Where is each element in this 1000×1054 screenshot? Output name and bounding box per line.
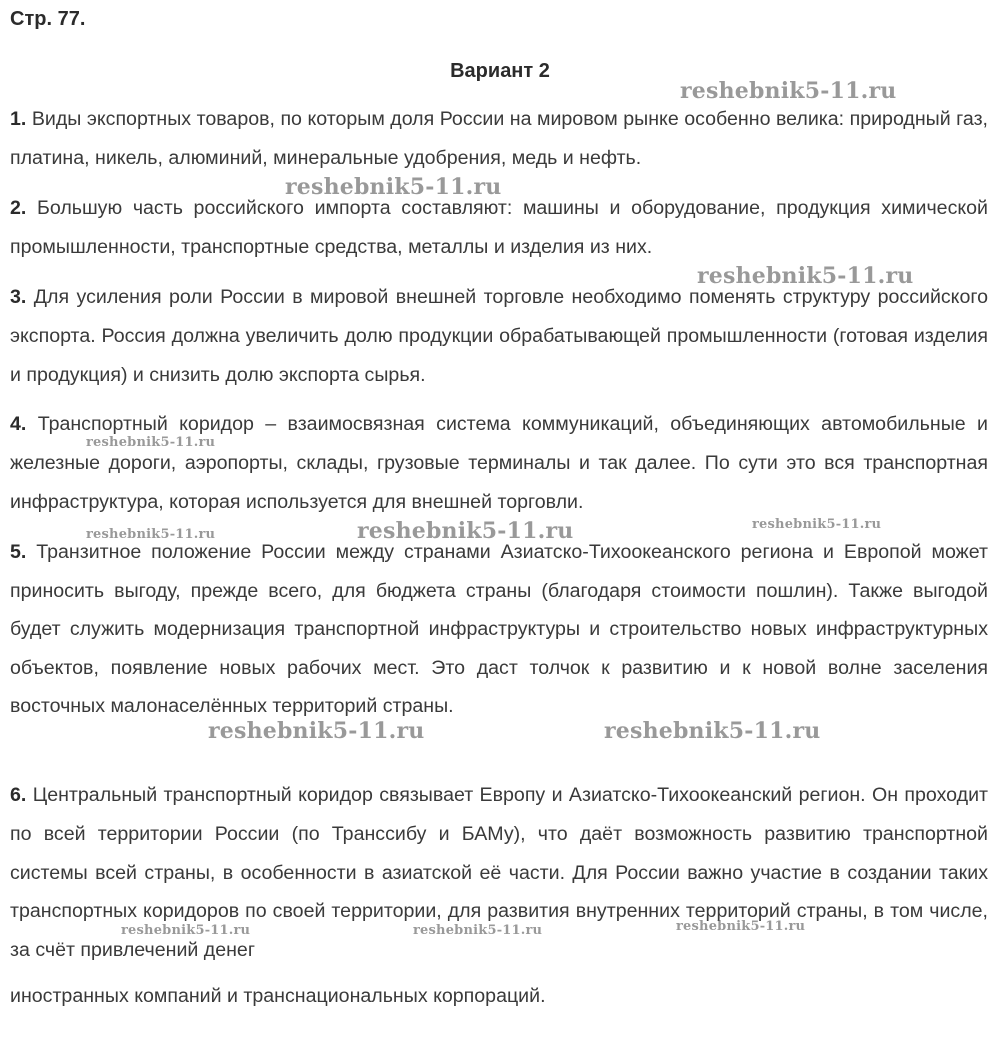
watermark: reshebnik5-11.ru — [697, 263, 914, 289]
watermark: reshebnik5-11.ru — [413, 923, 543, 938]
answer-5 — [10, 533, 988, 726]
answer-number: 2. — [10, 197, 27, 219]
answer-text: Для усиления роли России в мировой внешней торговле необходимо поменять структуру российского экспорта. Россия должна увеличить долю продукции обрабатывающей промышленности (готовая изделия и продукция) и снизить долю экспорта сырья. — [10, 286, 988, 386]
watermark: reshebnik5-11.ru — [357, 518, 574, 544]
answer-text: Большую часть российского импорта составляют: машины и оборудование, продукция химической промышленности, транспортные средства, металлы и изделия из них. — [10, 197, 988, 258]
answer-4 — [10, 405, 988, 522]
watermark: reshebnik5-11.ru — [86, 527, 216, 542]
answer-text: Виды экспортных товаров, по которым доля России на мировом рынке особенно велика: природный газ, платина, никель, алюминий, минеральные удобрения, медь и нефть. — [10, 108, 988, 169]
page-reference: Стр. 77. — [10, 8, 86, 30]
answer-6-last-line: иностранных компаний и транснациональных корпораций. — [10, 985, 546, 1007]
watermark: reshebnik5-11.ru — [680, 78, 897, 104]
answer-number: 4. — [10, 413, 27, 435]
answer-number: 1. — [10, 108, 27, 130]
answer-6 — [10, 776, 988, 970]
watermark: reshebnik5-11.ru — [285, 174, 502, 200]
watermark: reshebnik5-11.ru — [208, 718, 425, 744]
answer-number: 5. — [10, 541, 27, 563]
answer-3 — [10, 278, 988, 395]
variant-title: Вариант 2 — [450, 60, 550, 82]
watermark: reshebnik5-11.ru — [676, 919, 806, 934]
answer-text: Транспортный коридор – взаимосвязная система коммуникаций, объединяющих автомобильные и железные дороги, аэропорты, склады, грузовые терминалы и так далее. По сути это вся транспортная инфраструктура, которая используется для внешней торговли. — [10, 413, 988, 513]
answer-text: Центральный транспортный коридор связывает Европу и Азиатско-Тихоокеанский регион. Он проходит по всей территории России (по Транссибу и БАМу), что даёт возможность развитию транспортной системы всей страны, в особенности в азиатской её части. Для России важно участие в создании таких транспортных коридоров по своей территории, для развития внутренних территорий страны, в том числе, за счёт привлечений денег — [10, 784, 988, 962]
answer-number: 6. — [10, 784, 27, 806]
watermark: reshebnik5-11.ru — [752, 517, 882, 532]
watermark: reshebnik5-11.ru — [86, 435, 216, 450]
answer-1 — [10, 100, 988, 178]
answer-text: Транзитное положение России между странами Азиатско-Тихоокеанского региона и Европой может приносить выгоду, прежде всего, для бюджета страны (благодаря стоимости пошлин). Также выгодой будет служить модернизация транспортной инфраструктуры и строительство новых инфраструктурных объектов, появление новых рабочих мест. Это даст толчок к развитию и к новой волне заселения восточных малонаселённых территорий страны. — [10, 541, 988, 717]
answer-number: 3. — [10, 286, 27, 308]
watermark: reshebnik5-11.ru — [121, 923, 251, 938]
watermark: reshebnik5-11.ru — [604, 718, 821, 744]
answer-2 — [10, 189, 988, 267]
